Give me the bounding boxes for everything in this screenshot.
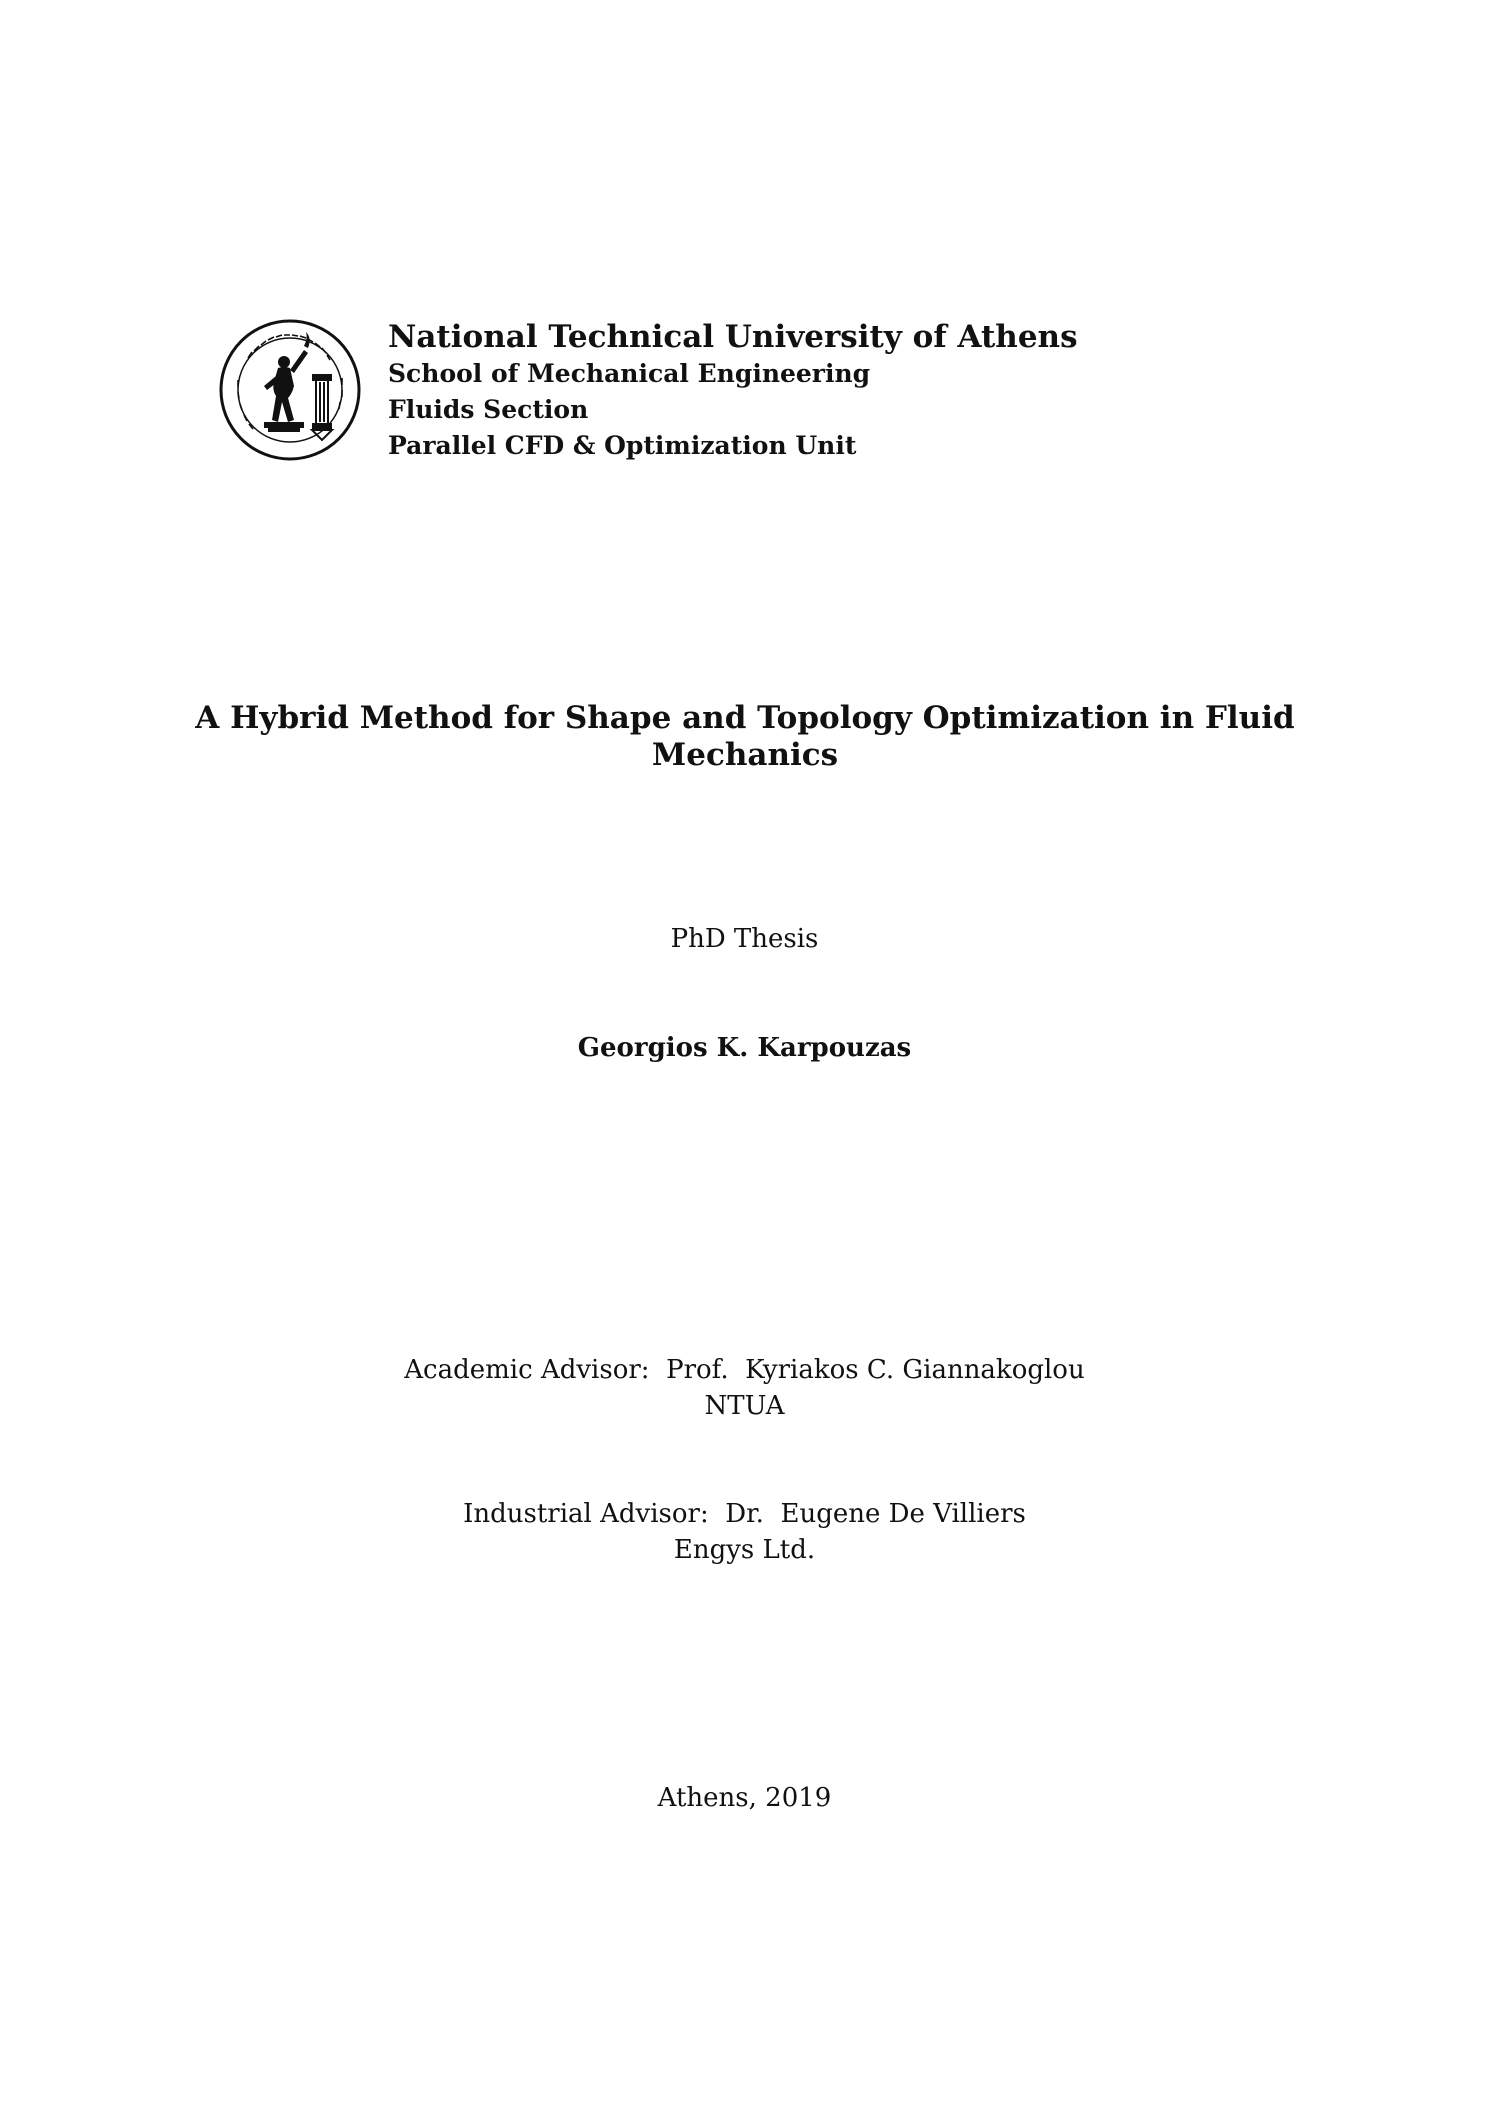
industrial-advisor-affiliation: Engys Ltd. — [673, 1535, 816, 1565]
document-type: PhD Thesis — [670, 924, 819, 954]
section-name: Fluids Section — [388, 395, 589, 424]
university-seal-icon — [218, 318, 362, 462]
institution-header — [218, 318, 1218, 468]
academic-advisor-affiliation: NTUA — [704, 1391, 785, 1421]
industrial-advisor: Industrial Advisor: Dr. Eugene De Villiers — [463, 1499, 1026, 1529]
author-name: Georgios K. Karpouzas — [577, 1033, 912, 1063]
institution-names — [388, 318, 1078, 464]
thesis-title-line-1: A Hybrid Method for Shape and Topology Optimization in Fluid — [195, 700, 1295, 736]
school-name: School of Mechanical Engineering — [388, 359, 871, 388]
thesis-title — [150, 700, 1340, 774]
university-name: National Technical University of Athens — [388, 319, 1078, 355]
unit-name: Parallel CFD & Optimization Unit — [388, 431, 857, 460]
place-and-date: Athens, 2019 — [657, 1783, 832, 1813]
academic-advisor: Academic Advisor: Prof. Kyriakos C. Giannakoglou — [404, 1355, 1085, 1385]
thesis-title-line-2: Mechanics — [651, 737, 839, 773]
